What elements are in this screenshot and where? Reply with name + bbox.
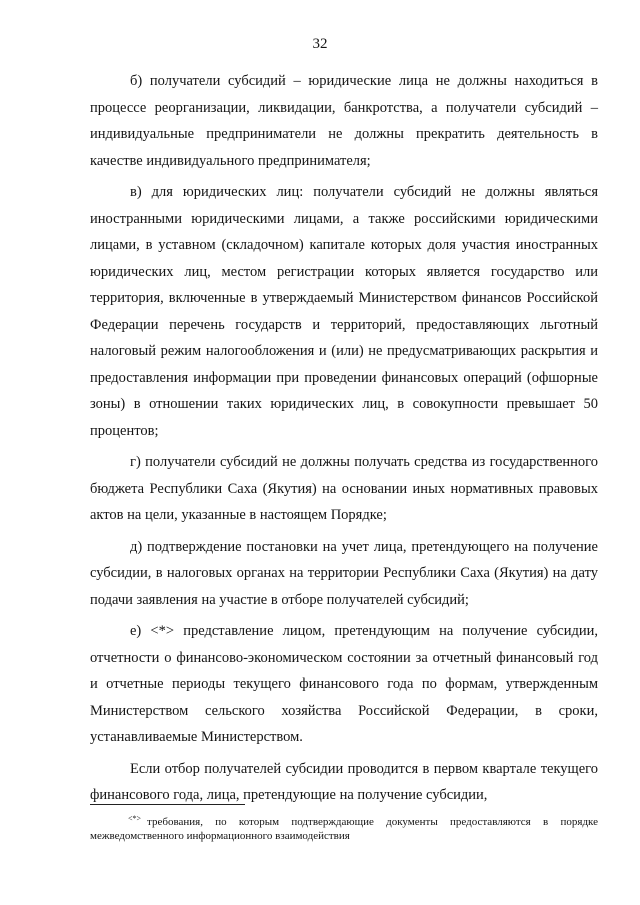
paragraph-d: д) подтверждение постановки на учет лица, претендующего на получение субсидии, в налоговых органах на территории Республики Саха (Якутия) на дату подачи заявления на участие в отборе получателей субсидий; (90, 538, 598, 608)
footnote-text: требования, по которым подтверждающие документы предоставляются в порядке межведомственного информационного взаимодействия (90, 816, 598, 842)
footnote-marker: <*> (128, 814, 142, 823)
footnote (90, 812, 598, 843)
paragraph-v: в) для юридических лиц: получатели субсидий не должны являться иностранными юридическими лицами, а также российскими юридическими лицами, в уставном (складочном) капитале которых доля участия иностранных юридических лиц, местом регистрации которых является государство или территория, включенные в утверждаемый Министерством финансов Российской Федерации перечень государств и территорий, предоставляющих льготный налоговый режим налогообложения и (или) не предусматривающих раскрытия и предоставления информации при проведении финансовых операций (офшорные зоны) в отношении таких юридических лиц, в совокупности превышает 50 процентов; (90, 184, 598, 439)
body-text (90, 68, 598, 814)
paragraph-g: г) получатели субсидий не должны получать средства из государственного бюджета Республики Саха (Якутия) на основании иных нормативных правовых актов на цели, указанные в настоящем Порядке; (90, 454, 598, 523)
page-number: 32 (312, 36, 328, 52)
paragraph-b: б) получатели субсидий – юридические лица не должны находиться в процессе реорганизации, ликвидации, банкротства, а получатели субсидий – индивидуальные предприниматели не должны прекратить деятельность в качестве индивидуального предпринимателя; (90, 73, 598, 169)
footnote-separator (90, 804, 245, 805)
paragraph-selection-note: Если отбор получателей субсидии проводится в первом квартале текущего финансового года, лица, претендующие на получение субсидии, (90, 760, 598, 803)
paragraph-e: е) <*> представление лицом, претендующим на получение субсидии, отчетности о финансово-экономическом состоянии за отчетный финансовый год и отчетные периоды текущего финансового года по формам, утвержденным Министерством сельского хозяйства Российской Федерации, в сроки, устанавливаемые Министерством. (90, 623, 598, 745)
